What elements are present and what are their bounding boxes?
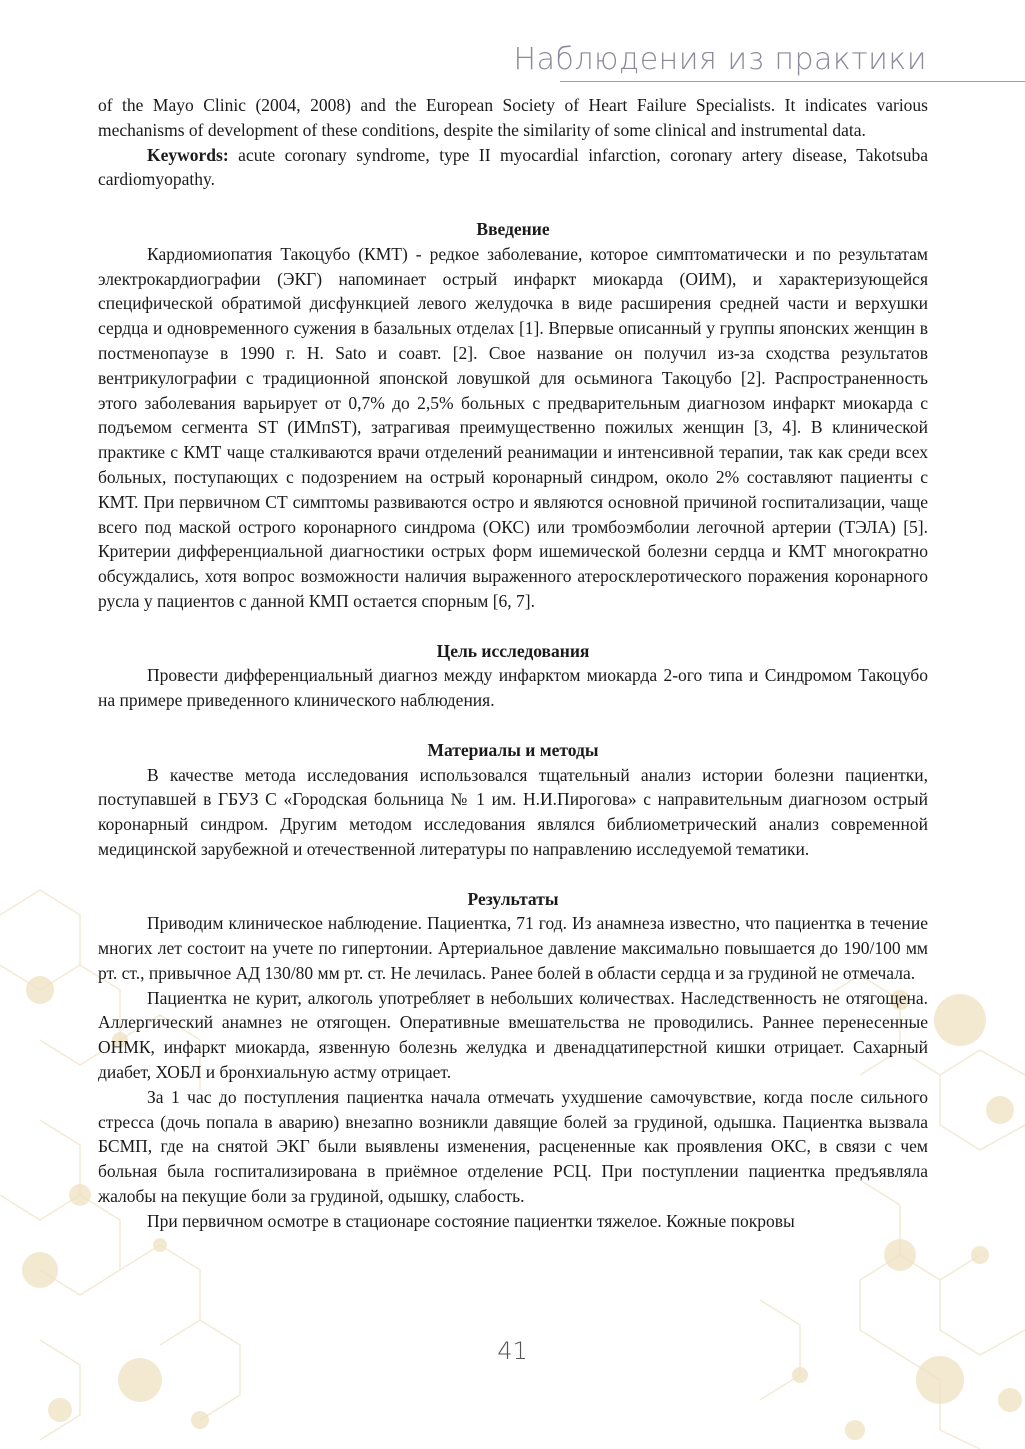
section-heading-results: Результаты [467, 888, 559, 909]
page-body [98, 93, 928, 1234]
running-header-title: Наблюдения из практики [513, 42, 927, 77]
section-heading-aim: Цель исследования [436, 640, 590, 661]
section-heading-methods: Материалы и методы [427, 739, 599, 760]
section-heading-intro: Введение [476, 218, 550, 239]
results-paragraph-3: За 1 час до поступления пациентка начала отмечать ухудшение самочувствие, когда после сильного стресса (дочь попала в аварию) внезапно возникли давящие болей за грудиной, одышка. Пациентка вызвала БСМП, где на снятой ЭКГ были выявлены изменения, расцененные как проявления ОКС, в связи с чем больная была госпитализирована в приёмное отделение РСЦ. При поступлении пациентка предъявляла жалобы на пекущие боли за грудиной, одышку, слабость. [98, 1086, 928, 1207]
header-divider [560, 81, 1025, 82]
results-paragraph-1: Приводим клиническое наблюдение. Пациентка, 71 год. Из анамнеза известно, что пациентка в течение многих лет состоит на учете по гипертонии. Артериальное давление максимально повышается до 190/100 мм рт. ст., привычное АД 130/80 мм рт. ст. Не лечилась. Ранее болей в области сердца и за грудиной не отмечала. [98, 913, 928, 983]
keywords-label: Keywords: [147, 144, 229, 165]
page-number: 41 [497, 1337, 528, 1365]
intro-paragraph: Кардиомиопатия Такоцубо (КМТ) - редкое заболевание, которое симптоматически и по результатам электрокардиографии (ЭКГ) напоминает острый инфаркт миокарда (ОИМ), и характеризующейся специфической обратимой дисфункцией левого желудочка в виде расширения средней части и верхушки сердца и одновременного сужения в базальных отделах [1]. Впервые описанный у группы японских женщин в постменопаузе в 1990 г. H. Sato и соавт. [2]. Свое название он получил из-за сходства результатов вентрикулографии с традиционной японской ловушкой для осьминога Такоцубо [2]. Распространенность этого заболевания варьирует от 0,7% до 2,5% больных с предварительным диагнозом инфаркт миокарда с подъемом сегмента ST (ИМпST), затрагивая преимущественно пожилых женщин [3, 4]. В клинической практике с КМТ чаще сталкиваются врачи отделений реанимации и интенсивной терапии, так как среди всех больных, поступающих с подозрением на острый коронарный синдром, около 2% составляют пациенты с КМТ. При первичном СТ симптомы развиваются остро и являются основной причиной госпитализации, чаще всего под маской острого коронарного синдрома (ОКС) или тромбоэмболии легочной артерии (ТЭЛА) [5]. Критерии дифференциальной диагностики острых форм ишемической болезни сердца и КМТ многократно обсуждались, хотя вопрос возможности наличия выраженного атеросклеротического поражения коронарного русла у пациентов с данной КМП остается спорным [6, 7]. [98, 243, 928, 611]
abstract-continuation: of the Mayo Clinic (2004, 2008) and the European Society of Heart Failure Specialists. It indicates various mechanisms of development of these conditions, despite the similarity of some clinical and instrumental data. [98, 95, 928, 140]
keywords-paragraph [98, 143, 928, 193]
keywords-text: acute coronary syndrome, type II myocardial infarction, coronary artery disease, Takotsuba cardiomyopathy. [98, 144, 928, 190]
results-paragraph-4: При первичном осмотре в стационаре состояние пациентки тяжелое. Кожные покровы [147, 1210, 795, 1231]
aim-paragraph: Провести дифференциальный диагноз между инфарктом миокарда 2-ого типа и Синдромом Такоцубо на примере приведенного клинического наблюдения. [98, 665, 928, 711]
methods-paragraph: В качестве метода исследования использовался тщательный анализ истории болезни пациентки, поступавшей в ГБУЗ С «Городская больница № 1 им. Н.И.Пирогова» с направительным диагнозом острый коронарный синдром. Другим методом исследования являлся библиометрический анализ современной медицинской зарубежной и отечественной литературы по направлению исследуемой тематики. [98, 764, 928, 859]
results-paragraph-2: Пациентка не курит, алкоголь употребляет в небольших количествах. Наследственность не отягощена. Аллергический анамнез не отягощен. Оперативные вмешательства не проводились. Раннее перенесенные ОНМК, инфаркт миокарда, язвенную болезнь желудка и двенадцатиперстной кишки отрицает. Сахарный диабет, ХОБЛ и бронхиальную астму отрицает. [98, 987, 928, 1083]
